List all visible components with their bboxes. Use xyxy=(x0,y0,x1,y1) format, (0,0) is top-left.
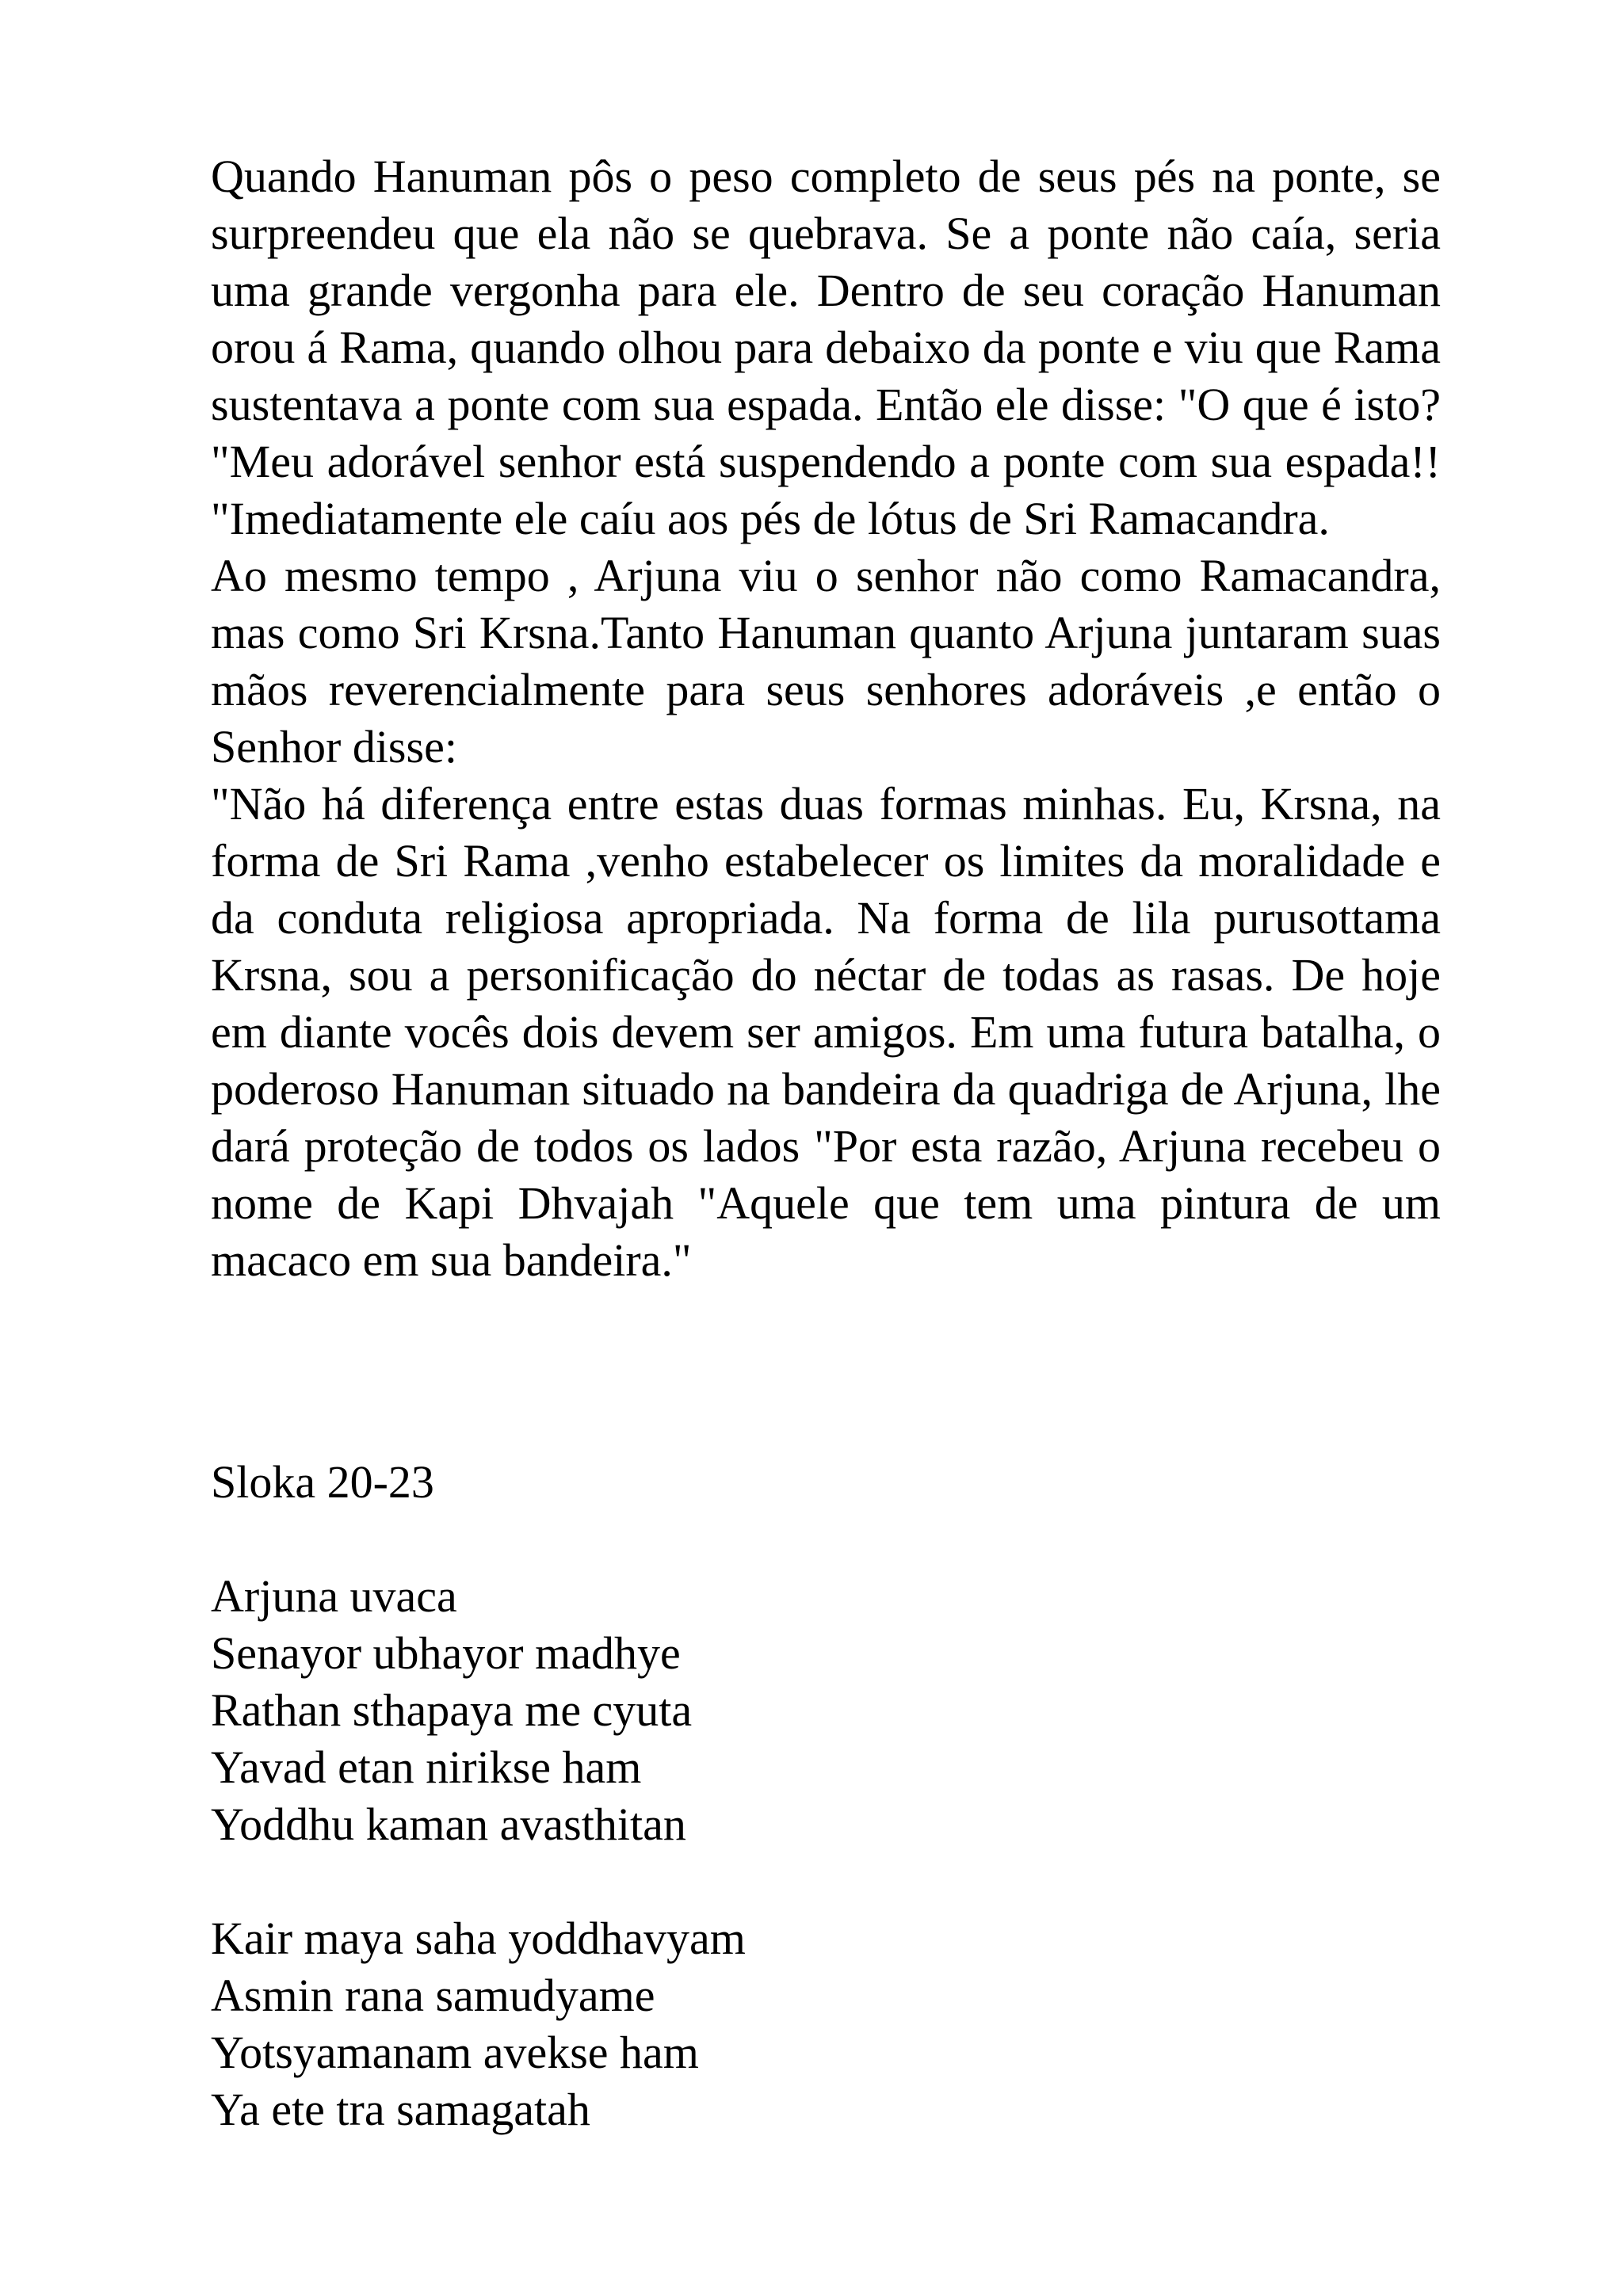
paragraph-hanuman-bridge: Quando Hanuman pôs o peso completo de seus pés na ponte, se surpreendeu que ela não se quebrava. Se a ponte não caía, seria uma grande vergonha para ele. Dentro de seu coração Hanuman orou á Rama, quando olhou para debaixo da ponte e viu que Rama sustentava a ponte com sua espada. Então ele disse: "O que é isto? "Meu adorável senhor está suspendendo a ponte com sua espada!! "Imediatamente ele caíu aos pés de lótus de Sri Ramacandra. xyxy=(211,151,1441,544)
verse-line: Arjuna uvaca xyxy=(211,1570,457,1622)
verse-line: Kair maya saha yoddhavyam xyxy=(211,1913,746,1964)
sloka-heading-block xyxy=(211,1454,1441,1511)
verse-line: Rathan sthapaya me cyuta xyxy=(211,1684,693,1736)
paragraph-arjuna-sees-krsna: Ao mesmo tempo , Arjuna viu o senhor não como Ramacandra, mas como Sri Krsna.Tanto Hanuman quanto Arjuna juntaram suas mãos reverencialmente para seus senhores adoráveis ,e então o Senhor disse: xyxy=(211,550,1441,772)
verse-line: Yoddhu kaman avasthitan xyxy=(211,1798,686,1850)
paragraph-lord-speech: "Não há diferença entre estas duas formas minhas. Eu, Krsna, na forma de Sri Rama ,venho estabelecer os limites da moralidade e da conduta religiosa apropriada. Na forma de lila purusottama Krsna, sou a personificação do néctar de todas as rasas. De hoje em diante vocês dois devem ser amigos. Em uma futura batalha, o poderoso Hanuman situado na bandeira da quadriga de Arjuna, lhe dará proteção de todos os lados "Por esta razão, Arjuna recebeu o nome de Kapi Dhvajah "Aquele que tem uma pintura de um macaco em sua bandeira." xyxy=(211,778,1441,1286)
verse-line: Ya ete tra samagatah xyxy=(211,2084,590,2135)
verse-stanza-2 xyxy=(211,1910,1441,2138)
body-text xyxy=(211,148,1441,1289)
sloka-heading: Sloka 20-23 xyxy=(211,1456,434,1508)
verse-stanza-1 xyxy=(211,1568,1441,1853)
verse-line: Yavad etan nirikse ham xyxy=(211,1741,642,1793)
verse-line: Asmin rana samudyame xyxy=(211,1970,655,2021)
verse-line: Yotsyamanam avekse ham xyxy=(211,2027,699,2078)
verse-line: Senayor ubhayor madhye xyxy=(211,1627,681,1679)
